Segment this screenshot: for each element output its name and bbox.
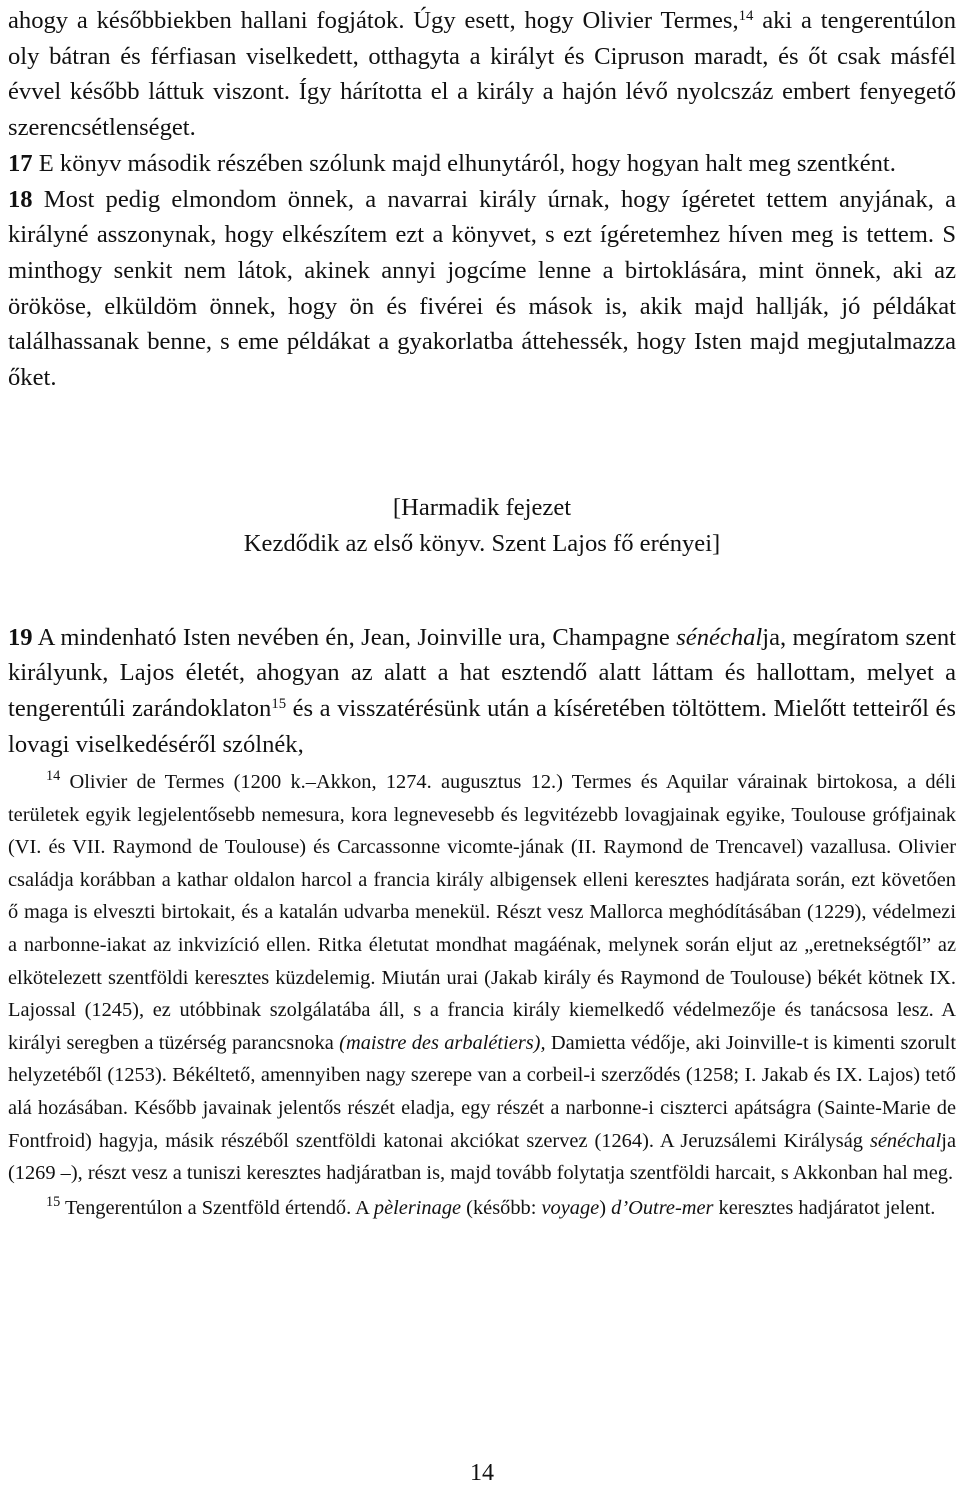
footnote-14 (8, 766, 956, 1190)
footnote-number: 15 (46, 1193, 61, 1210)
italic-term: (maistre des arbalétiers), (339, 1031, 546, 1054)
paragraph-text: Most pedig elmondom önnek, a navarrai király úrnak, hogy ígéretet tettem anyjának, a királyné asszonynak, hogy elkészítem ezt a könyvet, s ezt ígéretemhez híven meg is tettem. S minthogy senkit nem látok, akinek annyi jogcíme lenne a birtoklására, mint önnek, aki az örököse, elküldöm önnek, hogy ön és fivérei és mások is, akik majd hallják, jó példákat találhassanak benne, s eme példákat a gyakorlatba áttehessék, hogy Isten majd megjutalmazza őket. (8, 185, 956, 392)
footnote-number: 14 (46, 768, 61, 785)
paragraph-text: ja, megíratom szent királyunk, Lajos életét, ahogyan az alatt a hat esztendő alatt láttam és hallottam, melyet a tengerentúli zarándoklaton (8, 623, 956, 722)
paragraph-text: ahogy a későbbiekben hallani fogjátok. Úgy esett, hogy Olivier Termes, (8, 7, 739, 34)
main-text (8, 3, 956, 396)
italic-term: sénéchal (869, 1129, 942, 1152)
footnote-text: ja (1269 –), részt vesz a tuniszi keresztes hadjáratban is, majd tovább folytatja szentföldi harcait, s Akkonban hal meg. (8, 1129, 956, 1185)
italic-term: pèlerinage (373, 1196, 462, 1219)
chapter-heading (8, 490, 956, 562)
footnote-text: Olivier de Termes (1200 k.–Akkon, 1274. augusztus 12.) Termes és Aquilar várainak birtokosa, a déli területek egyik legjelentősebb nemesura, kora legnevesebb és legvitézebb lovagjainak egyike, Toulouse grófjainak (VI. és VII. Raymond de Toulouse) és Carcassonne vicomte-jának (II. Raymond de Trencavel) vazallusa. Olivier családja korábban a kathar oldalon harcol a francia király albigensek elleni keresztes hadjárata során, ezt követően ő maga is elveszti birtokait, és a katalán udvarba menekül. Részt vesz Mallorca meghódításában (1229), védelmezi a narbonne-iakat az inkvizíció ellen. Ritka életutat mondhat magáénak, melynek során eljut az „eretnekségtől” az elkötelezett szentföldi keresztes küzdelemig. Miután urai (Jakab király és Raymond de Toulouse) békét kötnek IX. Lajossal (1245), ez utóbbinak szolgálatába áll, s a francia király kiemelkedő védelmezője és tanácsosa lesz. A királyi seregben a tüzérség parancsnoka (8, 771, 956, 1054)
paragraph-number: 18 (8, 185, 33, 213)
paragraph-text: A mindenható Isten nevében én, Jean, Joinville ura, Champagne (32, 623, 677, 651)
footnotes (8, 766, 956, 1224)
chapter-heading-line-2: Kezdődik az első könyv. Szent Lajos fő erényei] (243, 530, 721, 557)
footnote-15 (8, 1192, 956, 1225)
paragraph-17 (8, 146, 956, 182)
page-number: 14 (470, 1460, 494, 1486)
chapter-heading-line-1: [Harmadik fejezet (392, 494, 572, 521)
footnote-ref-15[interactable]: 15 (271, 695, 287, 712)
italic-term: d’Outre-mer (611, 1196, 714, 1219)
footnote-ref-14[interactable]: 14 (738, 7, 754, 24)
paragraph-number: 17 (8, 149, 33, 177)
paragraph-text: aki a tengerentúlon oly bátran és férfiasan viselkedett, otthagyta a királyt és Cipruson maradt, és őt csak másfél évvel később láttuk viszont. Így hárította el a király a hajón lévő nyolcszáz embert fenyegető szerencsétlenséget. (8, 7, 956, 142)
footnote-text: keresztes hadjáratot jelent. (713, 1196, 936, 1219)
footnote-text: ) (599, 1196, 612, 1219)
paragraph-text: és a visszatérésünk után a kíséretében töltöttem. Mielőtt tetteiről és lovagi viselkedéséről szólnék, (8, 695, 956, 758)
italic-term: sénéchal (676, 623, 763, 651)
paragraph-number: 19 (8, 623, 33, 651)
footnote-text: (később: (461, 1196, 542, 1219)
paragraph-text: E könyv második részében szólunk majd elhunytáról, hogy hogyan halt meg szentként. (32, 149, 896, 177)
italic-term: voyage (541, 1196, 600, 1219)
footnote-text: Damietta védője, aki Joinville-t is kimenti szorult helyzetéből (1253). Békéltető, amennyiben nagy szerepe van a corbeil-i szerződés (1258; I. Jakab és IX. Lajos) tető alá hozásában. Később javainak jelentős részét eladja, egy részét a narbonne-i ciszterci apátságra (Sainte-Marie de Fontfroid) hagyja, másik részéből szentföldi katonai akciókat szervez (1264). A Jeruzsálemi Királyság (8, 1031, 956, 1152)
paragraph-19 (8, 620, 956, 763)
paragraph-continued (8, 3, 956, 146)
footnote-text: Tengerentúlon a Szentföld értendő. A (60, 1196, 374, 1219)
paragraph-18 (8, 182, 956, 396)
